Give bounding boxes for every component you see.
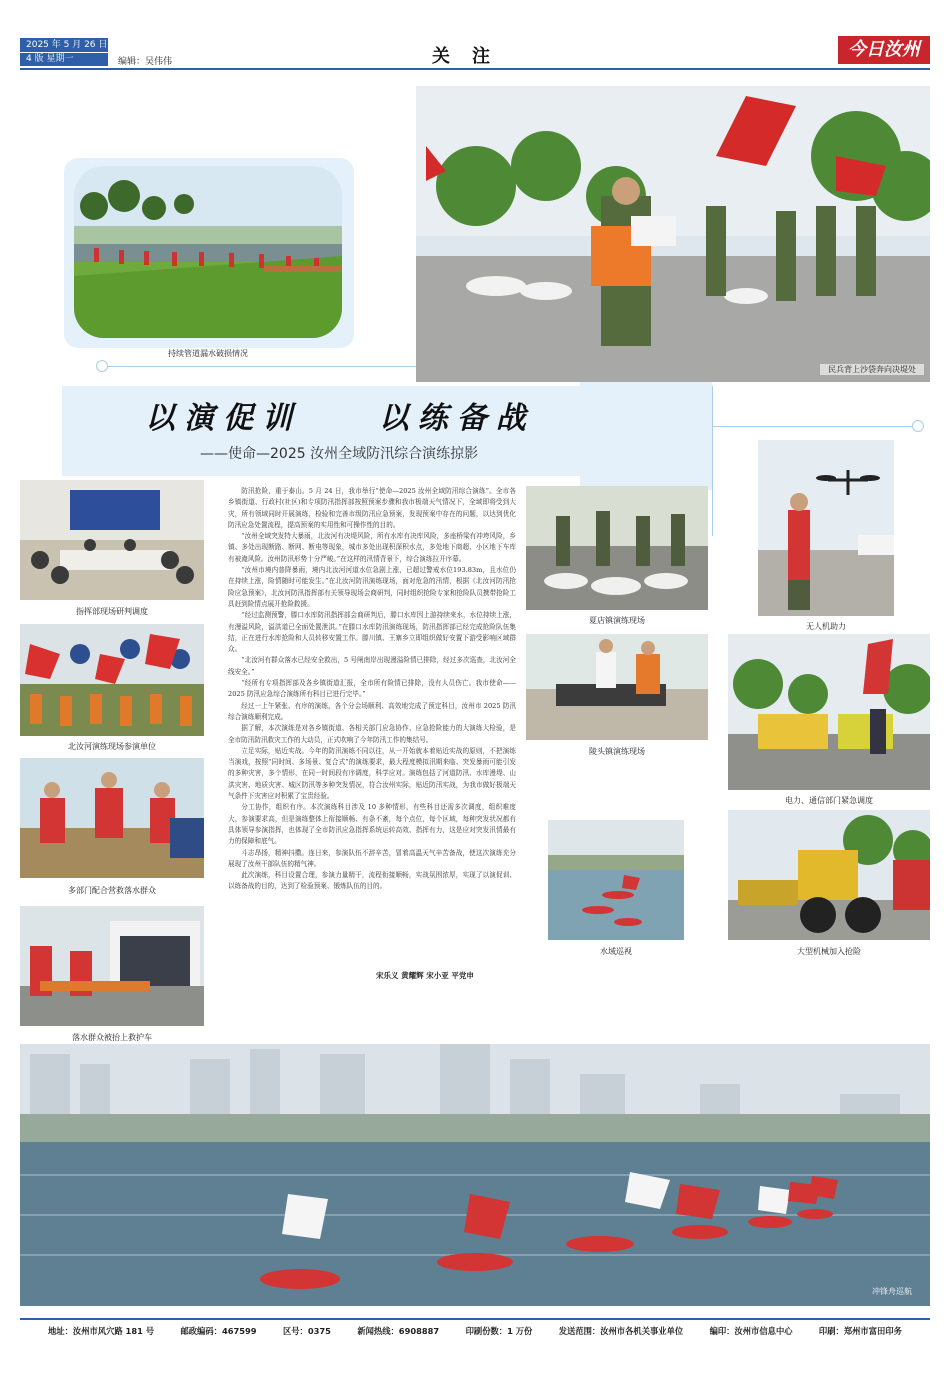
- editor-credit: 编辑：吴伟伟: [118, 57, 173, 67]
- article-paragraph: “北汝河有群众落水已经安全救出，5 号闸南岸出现漫溢险情已排除，经过多次巡查，北汝河全线安全。”: [228, 656, 516, 676]
- caption-r2: 电力、通信部门紧急调度: [785, 796, 873, 805]
- article-paragraph: “经所有专项指挥部及各乡镇街道汇报，全市所有险情已排除，没有人员伤亡。我市使命——2025 防汛应急综合演练所有科目已进行完毕。”: [228, 679, 516, 699]
- caption-r3: 大型机械加入抢险: [797, 947, 861, 956]
- caption-m2: 陵头镇演练现场: [589, 747, 645, 756]
- decor-line: [712, 426, 912, 427]
- photo-xiadian: [526, 486, 708, 610]
- article-paragraph: 分工协作，组织有序。本次演练科目涉及 10 多种情形，有些科目还需多次调度，组织难度大，参演要求高，但是演练整体上衔接顺畅、有条不紊，每个点位，每个区域，每种突发状况都有具体领导参演指挥，也体现了全市防汛应急指挥系统运转高效、指挥有力，这是应对突发汛情最有力的保障和底气。: [228, 803, 516, 846]
- caption-l3: 多部门配合营救落水群众: [68, 886, 156, 895]
- caption-top-left: 持续管道漏水破损情况: [168, 349, 248, 358]
- caption-r1: 无人机助力: [806, 622, 846, 631]
- headline-title: 以演促训 以练备战: [145, 401, 535, 436]
- footer-rule: [20, 1318, 930, 1320]
- newspaper-logo: 今日汝州: [838, 36, 930, 64]
- caption-bottom: 冲锋舟巡航: [872, 1287, 912, 1296]
- photo-rescue-coordination: [20, 758, 204, 878]
- article-paragraph: “汝州市境内普降暴雨，境内北汝河河道水位急剧上涨，已超过警戒水位193.83m，且水位仍在持续上涨，险情随时可能发生。”在北汝河防汛演练现场，面对危急的汛情，根据《北汝河防汛抢险应急预案》，北汝河防汛指挥部有关领导现场会商研判，同时组织抢险专家和抢险队员携带抢险工具赶到险情点展开抢险救援。: [228, 566, 516, 608]
- article-body: [228, 486, 516, 893]
- caption-l2: 北汝河演练现场参演单位: [68, 742, 156, 751]
- section-title: 关注: [432, 46, 512, 67]
- photo-pipe-leak: [74, 166, 342, 338]
- article-byline: 宋乐义 黄耀辉 宋小亚 平党申: [376, 971, 474, 980]
- photo-power-telecom: [728, 634, 930, 790]
- photo-beiruhe-units: [20, 624, 204, 736]
- article-paragraph: “汝州全域突发特大暴雨，北汝河有决堤风险，所有水库有决库风险，多座桥梁有冲垮风险，乡镇、多处出现断路、断网、断电等现象，城市多处出现积深积水点，多处地下商超、小区地下车库有被淹风险。汝州防汛形势十分严峻。”在这样的汛情背景下，综合演练拉开序幕。: [228, 532, 516, 563]
- caption-top-right: 民兵背上沙袋奔向决堤处: [820, 364, 924, 375]
- footer-printer: 印刷：郑州市富田印务: [818, 1326, 902, 1336]
- caption-l4: 落水群众被抬上救护车: [72, 1033, 152, 1042]
- footer-print-count: 印刷份数：1 万份: [465, 1326, 533, 1336]
- footer-info: [20, 1325, 930, 1337]
- photo-command-meeting: [20, 480, 204, 600]
- footer-hotline: 新闻热线：6908887: [357, 1326, 440, 1336]
- caption-m1: 夏店镇演练现场: [589, 616, 645, 625]
- caption-l1: 指挥部现场研判调度: [76, 607, 148, 616]
- decor-line: [108, 366, 428, 367]
- photo-ambulance: [20, 906, 204, 1026]
- caption-m3: 水域巡视: [600, 947, 632, 956]
- article-paragraph: 立足实际，贴近实战。今年的防汛演练不同以往，从一开始就本着贴近实战的原则，不把演练当演戏，按照“同时间、多场景、复合式”的演练要求，最大程度模拟汛期来临、突发暴雨可能引发的多种灾害，多个情形，在同一时间段有序调度，科学应对。演练包括了河道防汛、水库漫堤、山洪灾害、地质灾害、城区防汛等多种突发情况，符合汝州实际，贴近防汛实战，为我市做好极端天气条件下灾害应对积累了宝贵经验。: [228, 746, 516, 801]
- article-paragraph: 防汛抢险，重于泰山。5 月 24 日，我市举行“使命—2025 汝州全域防汛综合演练”。全市各乡镇街道、行政村(社区)和专项防汛指挥部按照预案步骤和我市极端天气情况下，全域即将受到大灾，所有领域同时开展演练，检验和完善市级防汛应急预案，发现预案中存在的问题，以达到优化防汛应急处置流程，提高预案的实用性和可操作性的目的。: [228, 487, 516, 529]
- article-paragraph: 此次演练，科目设置合理，参演力量精干，流程衔接顺畅，实战氛围浓厚，实现了以演促训、以练备战的目的，达到了检验预案、锻炼队伍的目的。: [228, 871, 516, 891]
- decor-dot: [912, 420, 924, 432]
- photo-lingtou: [526, 634, 708, 740]
- photo-water-patrol: [548, 820, 684, 940]
- decor-dot: [96, 360, 108, 372]
- headline-subtitle: ——使命—2025 汝州全域防汛综合演练掠影: [200, 446, 479, 462]
- issue-date: 2025 年 5 月 26 日: [20, 38, 108, 52]
- article-paragraph: 斗志昂扬，精神抖擞。连日来，参演队伍不辞辛苦，冒着高温天气辛苦备战，使这次演练充分展现了汝州干部队伍的精气神。: [228, 848, 516, 868]
- headline-panel-extension: [580, 380, 712, 490]
- photo-heavy-machinery: [728, 810, 930, 940]
- header-rule: [20, 68, 930, 70]
- footer-address: 地址：汝州市风穴路 181 号: [48, 1326, 155, 1336]
- photo-sandbag-militia: [416, 86, 930, 382]
- footer-distribution: 发送范围：汝州市各机关事业单位: [558, 1326, 684, 1336]
- decor-line: [712, 386, 713, 536]
- footer-district: 区号：0375: [282, 1326, 331, 1336]
- article-paragraph: 经过一上午紧张、有序的演练，各个分会场顺利、高效地完成了预定科目，汝州市 2025 防汛综合演练顺利完成。: [228, 701, 516, 721]
- edition-weekday: 4 版 星期一: [20, 53, 108, 66]
- article-paragraph: “经过监测预警，滕口水库防汛指挥部会商研判后，滕口水库因上游持续来水，水位持续上涨，有漫溢风险，溢洪道已全面处置泄洪。”在滕口水库防汛演练现场，防汛指挥部已经完成抢险队伍集结，正在进行水库抢险和人员转移安置工作。滕川镇、王寨乡立即组织做好安置下游受影响区域群众。: [228, 611, 516, 654]
- footer-postcode: 邮政编码：467599: [180, 1326, 257, 1336]
- photo-drone: [758, 440, 894, 616]
- article-paragraph: 据了解，本次演练是对各乡镇街道、各相关部门应急协作、应急抢险能力的大演练大检验，是全市防汛防汛救灾工作的大动员，正式吹响了今年防汛工作的集结号。: [228, 724, 516, 744]
- photo-rescue-boats: [20, 1044, 930, 1306]
- footer-printed-by: 编印：汝州市信息中心: [709, 1326, 793, 1336]
